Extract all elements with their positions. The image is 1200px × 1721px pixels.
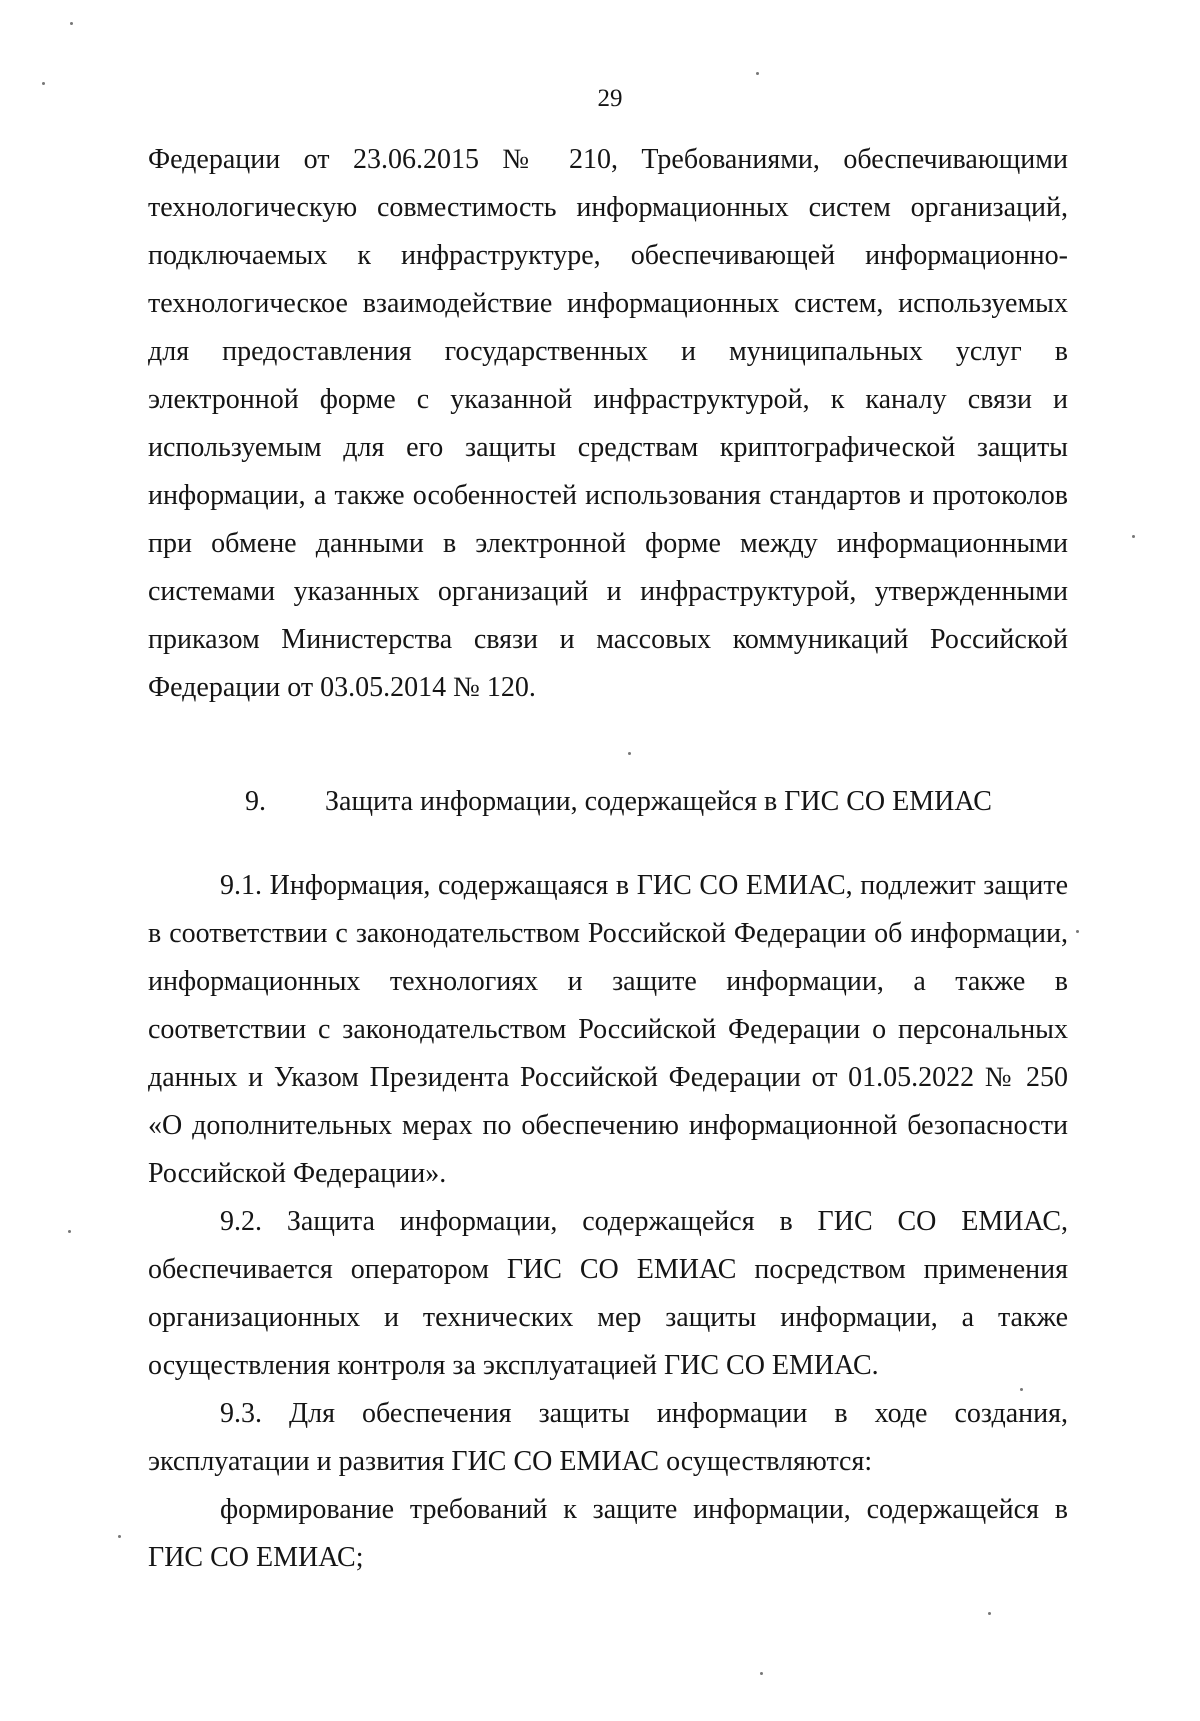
section-title: Защита информации, содержащейся в ГИС СО ЕМИАС bbox=[325, 786, 992, 817]
scan-speck bbox=[70, 22, 73, 25]
scan-speck bbox=[756, 72, 759, 75]
scan-speck bbox=[42, 82, 45, 85]
scan-speck bbox=[68, 1230, 71, 1233]
section-text-block bbox=[148, 862, 1068, 1582]
scan-speck bbox=[1020, 1388, 1023, 1391]
paragraph-9-1: 9.1. Информация, содержащаяся в ГИС СО ЕМИАС, подлежит защите в соответствии с законодательством Российской Федерации об информации, информационных технологиях и защите информации, а также в соответствии с законодательством Российской Федерации о персональных данных и Указом Президента Российской Федерации от 01.05.2022 № 250 «О дополнительных мерах по обеспечению информационной безопасности Российской Федерации». bbox=[148, 870, 1068, 1189]
scan-speck bbox=[1076, 930, 1079, 933]
intro-paragraph: Федерации от 23.06.2015 № 210, Требованиями, обеспечивающими технологическую совместимость информационных систем организаций, подключаемых к инфраструктуре, обеспечивающей информационно-технологическое взаимодействие информационных систем, используемых для предоставления государственных и муниципальных услуг в электронной форме с указанной инфраструктурой, к каналу связи и используемым для его защиты средствам криптографической защиты информации, а также особенностей использования стандартов и протоколов при обмене данными в электронной форме между информационными системами указанных организаций и инфраструктурой, утвержденными приказом Министерства связи и массовых коммуникаций Российской Федерации от 03.05.2014 № 120. bbox=[148, 144, 1068, 703]
scan-speck bbox=[118, 1535, 121, 1538]
section-number: 9. bbox=[245, 786, 266, 817]
section-heading bbox=[245, 778, 992, 826]
scan-speck bbox=[1132, 535, 1135, 538]
scan-speck bbox=[988, 1612, 991, 1615]
page-number: 29 bbox=[597, 85, 623, 112]
scan-speck bbox=[628, 752, 631, 755]
intro-text-block bbox=[148, 136, 1068, 712]
list-item-requirements: формирование требований к защите информации, содержащейся в ГИС СО ЕМИАС; bbox=[148, 1494, 1068, 1573]
scan-speck bbox=[760, 1672, 763, 1675]
paragraph-9-3: 9.3. Для обеспечения защиты информации в ходе создания, эксплуатации и развития ГИС СО ЕМИАС осуществляются: bbox=[148, 1398, 1068, 1477]
paragraph-9-2: 9.2. Защита информации, содержащейся в ГИС СО ЕМИАС, обеспечивается оператором ГИС СО ЕМИАС посредством применения организационных и технических мер защиты информации, а также осуществления контроля за эксплуатацией ГИС СО ЕМИАС. bbox=[148, 1206, 1068, 1381]
